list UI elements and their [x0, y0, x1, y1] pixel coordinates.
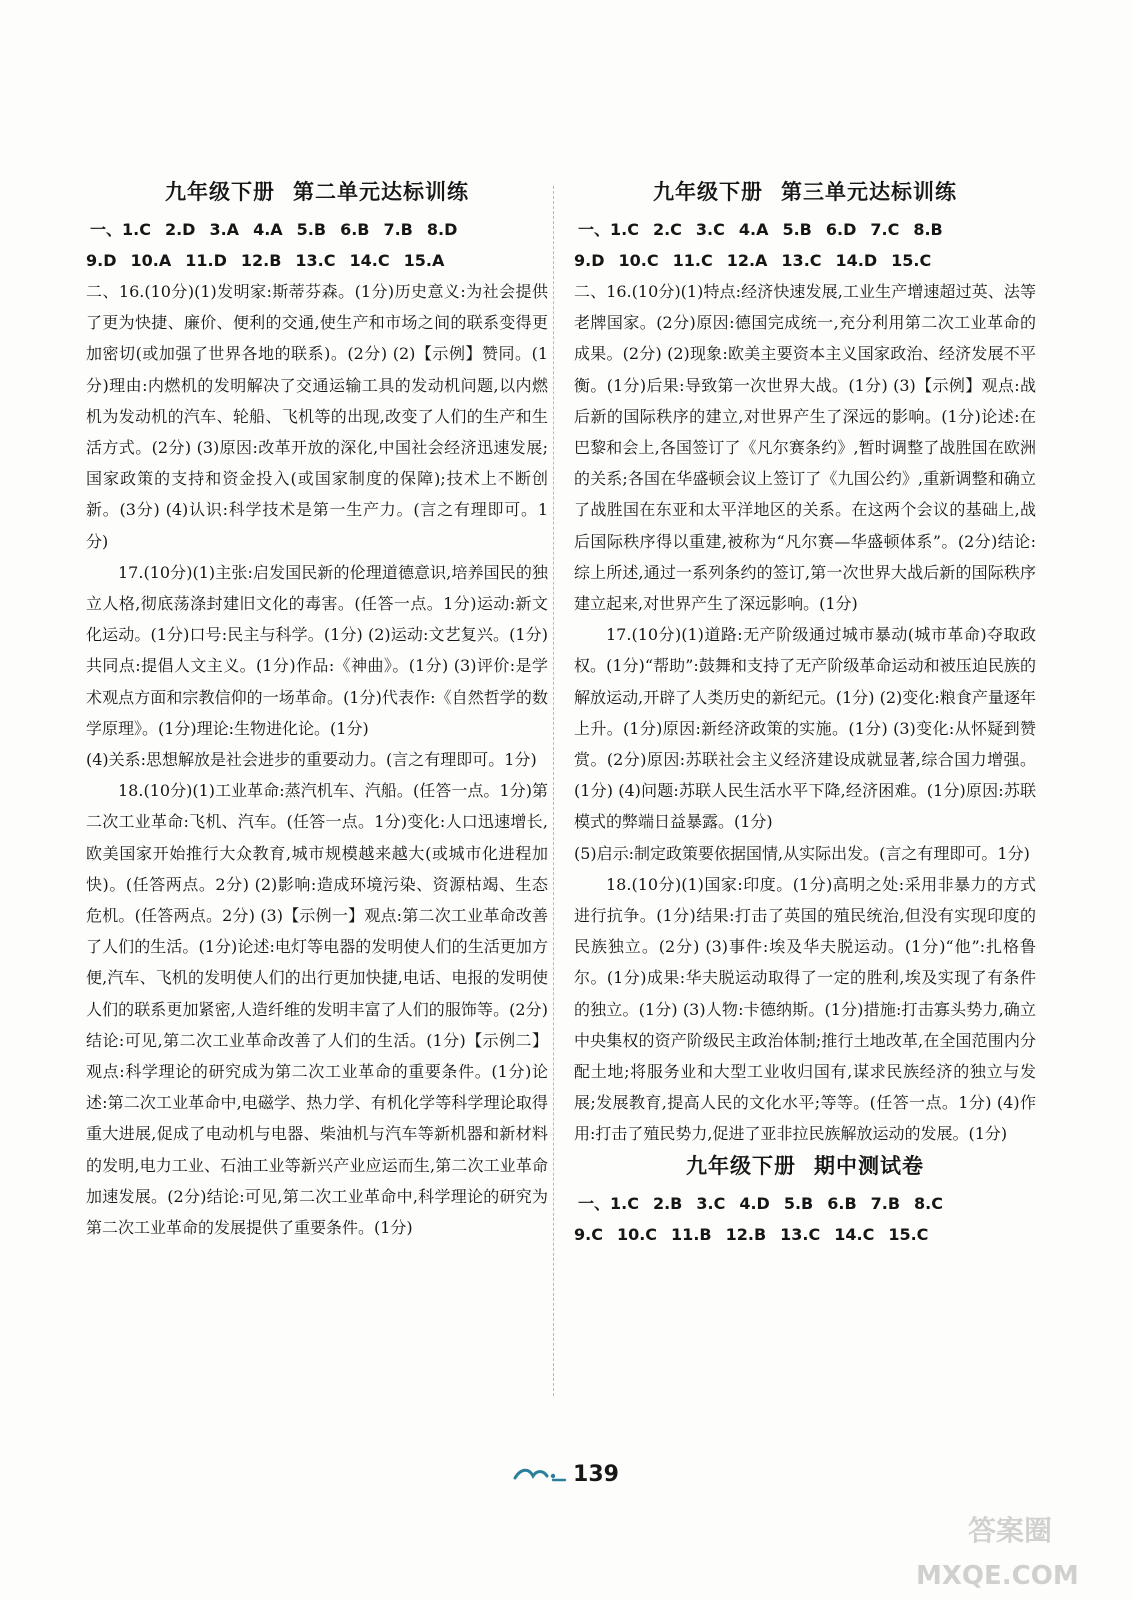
mcq-answer: 一、1.C [90, 220, 151, 239]
mcq-answer: 7.B [870, 1193, 901, 1213]
section-title-grade: 九年级下册 [165, 179, 275, 204]
mcq-answers-row1 [574, 214, 1036, 245]
mcq-answer: 9.D [574, 251, 605, 270]
mcq-answer: 7.B [383, 220, 413, 239]
mcq-answer: 11.D [185, 251, 227, 270]
answer-q18: 18.(10分)(1)国家:印度。(1分)高明之处:采用非暴力的方式进行抗争。(1分)结果:打击了英国的殖民统治,但没有实现印度的民族独立。(2分) (3)事件:埃及华夫脱运动。(1分)“他”:扎格鲁尔。(1分)成果:华夫脱运动取得了一定的胜利,埃及实现了有条件的独立。(1分) (3)人物:卡德纳斯。(1分)措施:打击寡头势力,确立中央集权的资产阶级民主政治体制;推行土地改革,在全国范围内分配土地;将服务业和大型工业收归国有,谋求民族经济的独立与发展;发展教育,提高人民的文化水平;等等。(任答一点。1分) (4)作用:打击了殖民势力,促进了亚非拉民族解放运动的发展。(1分) [574, 874, 1036, 1144]
mcq-answer: 8.D [426, 220, 458, 239]
section-title-unit3 [574, 176, 1036, 206]
mcq-answer: 12.A [726, 251, 768, 270]
mcq-answer: 12.B [240, 251, 282, 270]
mcq-answer: 10.C [616, 1224, 658, 1244]
left-column [86, 176, 548, 1243]
mcq-answers-row1 [574, 1188, 1036, 1219]
right-column [574, 176, 1036, 1250]
column-divider [553, 186, 554, 1396]
mcq-answer: 4.A [253, 220, 283, 239]
mcq-answer: 9.D [86, 251, 117, 270]
mcq-answer: 13.C [295, 251, 336, 270]
mcq-answer: 14.C [834, 1224, 875, 1244]
answer-q16: 二、16.(10分)(1)发明家:斯蒂芬森。(1分)历史意义:为社会提供了更为快捷、廉价、便利的交通,使生产和市场之间的联系变得更加密切(或加强了世界各地的联系)。(2分) (2)【示例】赞同。(1分)理由:内燃机的发明解决了交通运输工具的发动机问题,以内燃机为发动机的汽车、轮船、飞机等的出现,改变了人们的生产和生活方式。(2分) (3)原因:改革开放的深化,中国社会经济迅速发展;国家政策的支持和资金投入(或国家制度的保障);技术上不断创新。(3分) (4)认识:科学技术是第一生产力。(言之有理即可。1分) [86, 282, 548, 551]
mcq-answer: 3.C [696, 1193, 726, 1213]
mcq-answer: 6.B [340, 220, 370, 239]
mcq-answer: 14.C [349, 251, 390, 270]
mcq-answer: 5.B [782, 220, 812, 239]
mcq-answer: 4.D [739, 1193, 770, 1213]
watermark-line1: 答案圈 [968, 1514, 1053, 1547]
mcq-answer: 5.B [783, 1193, 814, 1213]
watermark-line2: MXQE.COM [916, 1561, 1079, 1591]
mcq-answer: 11.C [672, 251, 713, 270]
mcq-answer: 4.A [738, 220, 769, 239]
mcq-answer: 13.C [780, 1224, 821, 1244]
answer-q18: 18.(10分)(1)工业革命:蒸汽机车、汽船。(任答一点。1分)第二次工业革命:飞机、汽车。(任答一点。1分)变化:人口迅速增长,欧美国家开始推行大众教育,城市规模越来越大(或城市化进程加快)。(任答两点。2分) (2)影响:造成环境污染、资源枯竭、生态危机。(任答两点。2分) (3)【示例一】观点:第二次工业革命改善了人们的生活。(1分)论述:电灯等电器的发明使人们的生活更加方便,汽车、飞机的发明使人们的出行更加快捷,电话、电报的发明使人们的联系更加紧密,人造纤维的发明丰富了人们的服饰等。(2分)结论:可见,第二次工业革命改善了人们的生活。(1分)【示例二】观点:科学理论的研究成为第二次工业革命的重要条件。(1分)论述:第二次工业革命中,电磁学、热力学、有机化学等科学理论取得重大进展,促成了电动机与电器、柴油机与汽车等新机器和新材料的发明,电力工业、石油工业等新兴产业应运而生,第二次工业革命加速发展。(2分)结论:可见,第二次工业革命中,科学理论的研究为第二次工业革命的发展提供了重要条件。(1分) [86, 781, 548, 1238]
answer-q16: 二、16.(10分)(1)特点:经济快速发展,工业生产增速超过英、法等老牌国家。(2分)原因:德国完成统一,充分利用第二次工业革命的成果。(2分) (2)现象:欧美主要资本主义国家政治、经济发展不平衡。(1分)后果:导致第一次世界大战。(1分) (3)【示例】观点:战后新的国际秩序的建立,对世界产生了深远的影响。(1分)论述:在巴黎和会上,各国签订了《凡尔赛条约》,暂时调整了战胜国在欧洲的关系;各国在华盛顿会议上签订了《九国公约》,重新调整和确立了战胜国在东亚和太平洋地区的关系。在这两个会议的基础上,战后国际秩序得以重建,被称为“凡尔赛—华盛顿体系”。(2分)结论:综上所述,通过一系列条约的签订,第一次世界大战后新的国际秩序建立起来,对世界产生了深远影响。(1分) [574, 282, 1036, 614]
page-footer [0, 1462, 1132, 1490]
mcq-answer: 2.C [652, 220, 682, 239]
mcq-answer: 5.B [296, 220, 327, 239]
section-title-unit: 第三单元达标训练 [781, 179, 957, 204]
section-title-grade: 九年级下册 [653, 179, 763, 204]
section-title-grade: 九年级下册 [686, 1152, 796, 1178]
mcq-answer: 一、1.C [578, 220, 639, 239]
mcq-answer: 3.A [209, 220, 240, 239]
bird-logo-icon [513, 1464, 567, 1486]
page-number-block [513, 1462, 619, 1487]
mcq-answer: 一、1.C [578, 1193, 639, 1213]
answer-q17: 17.(10分)(1)道路:无产阶级通过城市暴动(城市革命)夺取政权。(1分)“帮助”:鼓舞和支持了无产阶级革命运动和被压迫民族的解放运动,开辟了人类历史的新纪元。(1分) (2)变化:粮食产量逐年上升。(1分)原因:新经济政策的实施。(1分) (3)变化:从怀疑到赞赏。(2分)原因:苏联社会主义经济建设成就显著,综合国力增强。(1分) (4)问题:苏联人民生活水平下降,经济困难。(1分)原因:苏联模式的弊端日益暴露。(1分) [574, 625, 1036, 832]
mcq-answer: 12.B [725, 1224, 767, 1244]
mcq-answer: 10.A [130, 251, 172, 270]
mcq-answer: 9.C [574, 1224, 603, 1244]
section-title-unit2 [86, 176, 548, 206]
watermark-logo [896, 1500, 1126, 1595]
mcq-answer: 3.C [695, 220, 725, 239]
mcq-answers-row2 [574, 245, 1036, 276]
section-title-unit: 第二单元达标训练 [293, 179, 469, 204]
section-title-midterm [574, 1150, 1036, 1180]
page-number: 139 [573, 1462, 619, 1487]
mcq-answers-row2 [86, 245, 548, 276]
mcq-answer: 15.C [888, 1224, 929, 1244]
mcq-answer: 15.A [403, 251, 445, 270]
mcq-answer: 8.B [913, 220, 943, 239]
mcq-answer: 8.C [914, 1193, 943, 1213]
mcq-answer: 2.D [164, 220, 196, 239]
mcq-answer: 6.B [827, 1193, 857, 1213]
answer-q17-part4: (4)关系:思想解放是社会进步的重要动力。(言之有理即可。1分) [86, 750, 537, 770]
mcq-answer: 6.D [825, 220, 857, 239]
mcq-answer: 10.C [618, 251, 659, 270]
mcq-answer: 7.C [870, 220, 900, 239]
mcq-answer: 11.B [671, 1224, 712, 1244]
mcq-answer: 14.D [835, 251, 878, 270]
answer-q17: 17.(10分)(1)主张:启发国民新的伦理道德意识,培养国民的独立人格,彻底荡涤封建旧文化的毒害。(任答一点。1分)运动:新文化运动。(1分)口号:民主与科学。(1分) (2)运动:文艺复兴。(1分)共同点:提倡人文主义。(1分)作品:《神曲》。(1分) (3)评价:是学术观点方面和宗教信仰的一场革命。(1分)代表作:《自然哲学的数学原理》。(1分)理论:生物进化论。(1分) [86, 562, 548, 738]
mcq-answer: 13.C [781, 251, 822, 270]
mcq-answer: 2.B [652, 1193, 683, 1213]
section-title-exam: 期中测试卷 [814, 1152, 924, 1178]
mcq-answers-row2 [574, 1219, 1036, 1250]
mcq-answers-row1 [86, 214, 548, 245]
answer-q17-part5: (5)启示:制定政策要依据国情,从实际出发。(言之有理即可。1分) [574, 843, 1030, 863]
mcq-answer: 15.C [891, 251, 932, 270]
